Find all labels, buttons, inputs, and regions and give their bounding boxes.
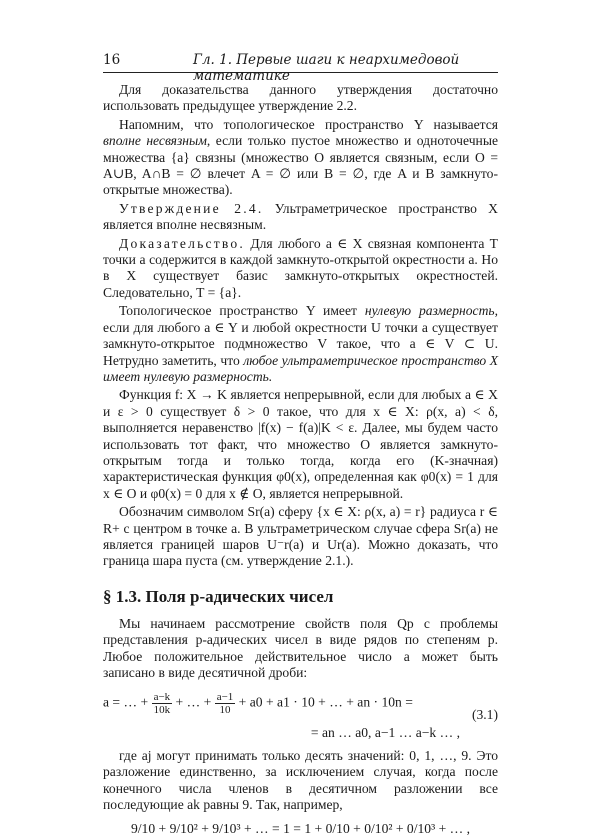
paragraph-zero-dimension: Топологическое пространство Y имеет нулевую размерность, если для любого a ∈ Y и любой окрестности U точки a существует замкнуто-открытое подмножество V такое, что a ∈ V ⊂ U. Нетрудно заметить, что любое ультраметрическое пространство X имеет нулевую размерность. bbox=[103, 303, 498, 384]
fraction: $\frac{a-1}{10}$ bbox=[216, 691, 234, 717]
paragraph-sphere: Обозначим символом Sr(a) сферу {x ∈ X: ρ(x, a) = r} радиуса r ∈ R+ с центром в точке a. В ультраметрическом случае сфера Sr(a) не является границей шаров U⁻r(a) и Ur(a). Можно доказать, что граница шара пуста (см. утверждение 2.1.). bbox=[103, 504, 498, 569]
equation-number: (3.1) bbox=[471, 707, 498, 723]
paragraph-definition-totally-disconnected: Напомним, что топологическое пространство Y называется вполне несвязным, если только пустое множество и одноточечные множества {a} связны (множество O является связным, если O = A∪B, A∩B = ∅ влечет A = ∅ или B = ∅, где A и B замкнуто-открытые множества). bbox=[103, 116, 498, 198]
equation-3-1 bbox=[103, 687, 498, 723]
fraction: $\frac{a-k}{10k}$ bbox=[153, 691, 171, 717]
section-heading: § 1.3. Поля p-адических чисел bbox=[103, 586, 334, 606]
term-totally-disconnected: вполне несвязным bbox=[103, 133, 207, 149]
page-number: 16 bbox=[103, 52, 121, 68]
running-head bbox=[103, 50, 498, 84]
chapter-title: Гл. 1. Первые шаги к неархимедовой математике bbox=[193, 52, 460, 84]
paragraph-decimal-intro: Мы начинаем рассмотрение свойств поля Qp с проблемы представления p-адических чисел в виде рядов по степеням p. Любое положительное действительное число a может быть записано в виде десятичной дроби: bbox=[103, 615, 498, 680]
term-zero-dimension: нулевую размерность bbox=[364, 303, 495, 319]
paragraph-proof-hint: Для доказательства данного утверждения достаточно использовать предыдущее утверждение 2.2. bbox=[103, 82, 498, 114]
equation-3-1-line2: = an … a0, a−1 … a−k … , bbox=[310, 725, 460, 741]
statement-label: Утверждение 2.4. bbox=[119, 200, 264, 216]
paragraph-continuity: Функция f: X → K является непрерывной, если для любых a ∈ X и ε > 0 существует δ > 0 такое, что для x ∈ X: ρ(x, a) < δ, выполняется неравенство |f(x) − f(a)|K < ε. Далее, мы будем часто использовать тот факт, что множество O является замкнуто-открытым тогда и только тогда, когда его (K-значная) характеристическая функция φ0(x), определенная как φ0(x) = 1 для x ∈ O и φ0(x) = 0 для x ∉ O, является непрерывной. bbox=[103, 387, 498, 501]
paragraph-decimal-uniqueness: где aj могут принимать только десять значений: 0, 1, …, 9. Это разложение единственно, за исключением случая, когда после конечного числа членов в десятичном разложении все последующие ak равны 9. Так, например, bbox=[103, 747, 498, 813]
equation-3-1-line1: a = … + $\frac{a-k}{10k}$ + … + $\frac{a-1}{10}$ + a0 + a1 · 10 + … + an · 10n = bbox=[103, 691, 413, 717]
equation-example: 9/10 + 9/10² + 9/10³ + … = 1 = 1 + 0/10 + 0/10² + 0/10³ + … , bbox=[130, 821, 471, 837]
paragraph-statement-2-4: Утверждение 2.4. Ультраметрическое пространство X является вполне несвязным. bbox=[103, 200, 498, 233]
proof-label: Доказательство. bbox=[119, 235, 246, 251]
main-text bbox=[103, 82, 498, 838]
claim-zero-dimension: любое ультраметрическое пространство X имеет нулевую размерность. bbox=[103, 352, 498, 384]
paragraph-proof: Доказательство. Для любого a ∈ X связная компонента T точки a содержится в каждой замкнуто-открытой окрестности a. Но в X существует базис замкнуто-открытых окрестностей. Следовательно, T = {a}. bbox=[103, 235, 498, 300]
